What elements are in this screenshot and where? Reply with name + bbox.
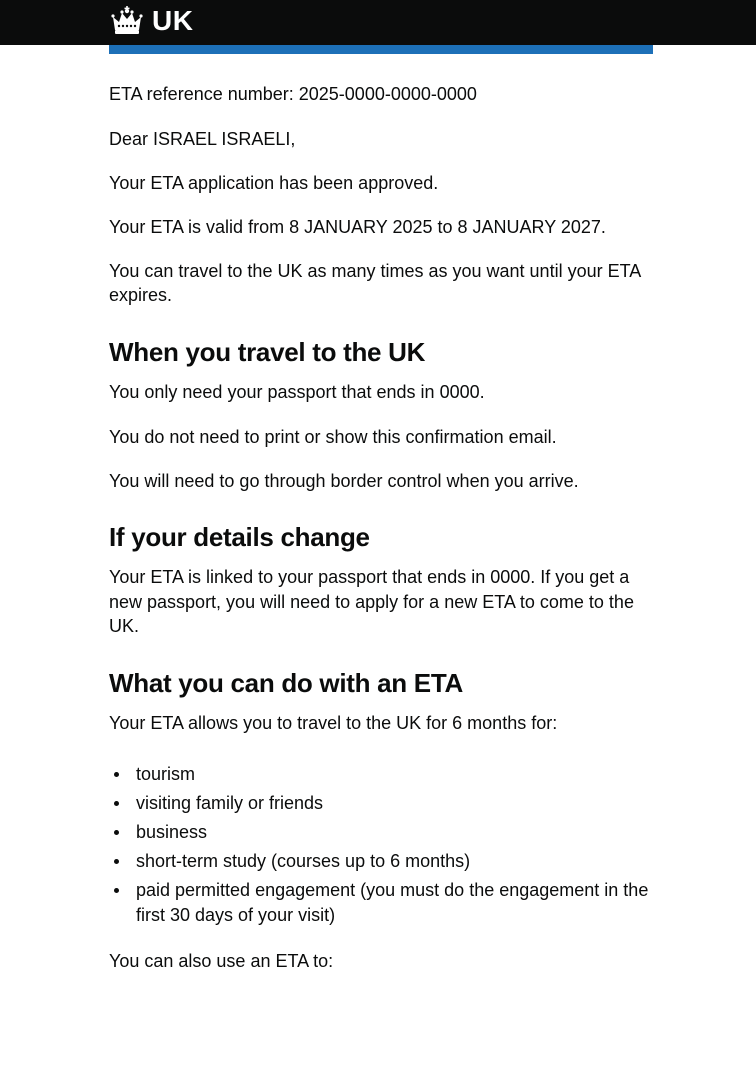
travel-border-note: You will need to go through border control when you arrive. <box>109 470 579 491</box>
crown-icon <box>110 5 144 37</box>
list-item: paid permitted engagement (you must do the engagement in the first 30 days of your visit) <box>109 878 653 927</box>
brand-text: UK <box>152 5 194 36</box>
list-item: business <box>109 820 653 845</box>
uses-intro: Your ETA allows you to travel to the UK for 6 months for: <box>109 712 558 733</box>
heading-what-you-can-do: What you can do with an ETA <box>109 667 463 698</box>
list-item: short-term study (courses up to 6 months) <box>109 849 653 874</box>
travel-passport-note: You only need your passport that ends in 0000. <box>109 381 485 402</box>
site-header <box>0 0 756 45</box>
email-body <box>109 82 653 974</box>
list-item: tourism <box>109 762 653 787</box>
details-change-message: Your ETA is linked to your passport that ends in 0000. If you get a new passport, you will need to apply for a new ETA to come to the UK. <box>109 567 634 636</box>
travel-times-message: You can travel to the UK as many times as you want until your ETA expires. <box>109 260 641 305</box>
approval-message: Your ETA application has been approved. <box>109 172 439 193</box>
greeting: Dear ISRAEL ISRAELI, <box>109 128 296 149</box>
header-accent-bar <box>109 45 653 54</box>
also-use-intro: You can also use an ETA to: <box>109 951 334 971</box>
gov-uk-logo[interactable] <box>110 3 193 39</box>
heading-when-you-travel: When you travel to the UK <box>109 336 426 367</box>
heading-details-change: If your details change <box>109 522 370 552</box>
list-item: visiting family or friends <box>109 791 653 816</box>
eta-reference: ETA reference number: 2025-0000-0000-0000 <box>109 84 477 104</box>
validity-message: Your ETA is valid from 8 JANUARY 2025 to 8 JANUARY 2027. <box>109 216 606 237</box>
travel-print-note: You do not need to print or show this confirmation email. <box>109 427 557 447</box>
uses-list <box>109 762 653 927</box>
